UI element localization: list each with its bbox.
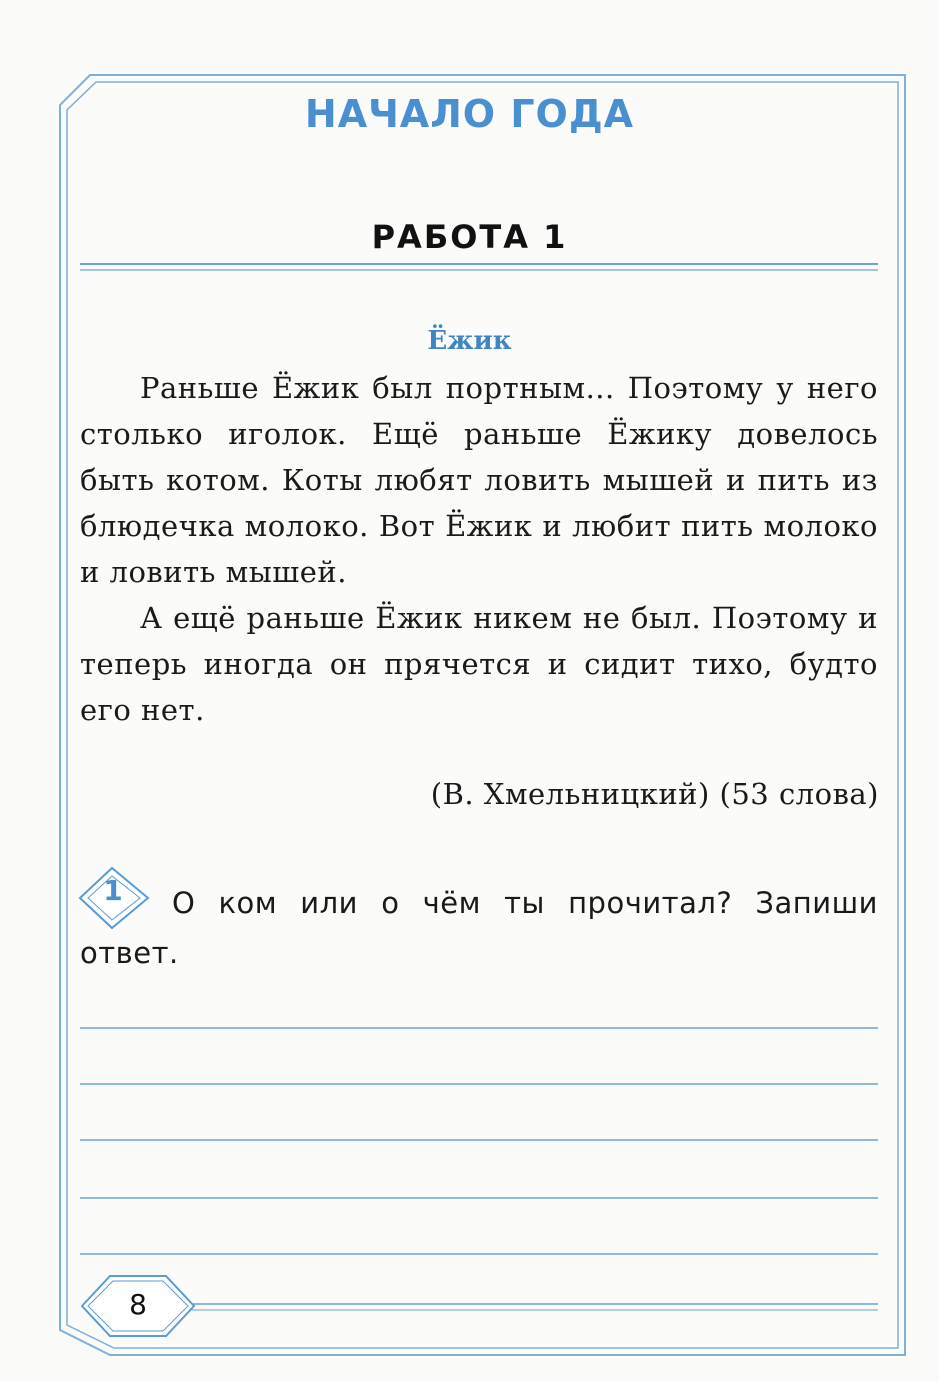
- story-text: [80, 365, 878, 733]
- story-paragraph: Раньше Ёжик был портным... Поэтому у него столько иголок. Ещё раньше Ёжику довелось быть котом. Коты любят ловить мышей и пить из блюдечка молоко. Вот Ёжик и любит пить молоко и ловить мышей.: [80, 371, 878, 589]
- answer-lines: [80, 1028, 878, 1254]
- section-title: НАЧАЛО ГОДА: [304, 92, 635, 136]
- page-number: 8: [129, 1288, 147, 1321]
- story-title: Ёжик: [427, 326, 512, 356]
- story-paragraph: А ещё раньше Ёжик никем не был. Поэтому и теперь иногда он прячется и сидит тихо, будто его нет.: [80, 601, 878, 727]
- task-question: О ком или о чём ты прочитал? Запиши ответ.: [80, 886, 878, 970]
- work-title: РАБОТА 1: [371, 218, 568, 256]
- story-attribution: (В. Хмельницкий) (53 слова): [430, 777, 879, 811]
- task-number: 1: [103, 874, 123, 907]
